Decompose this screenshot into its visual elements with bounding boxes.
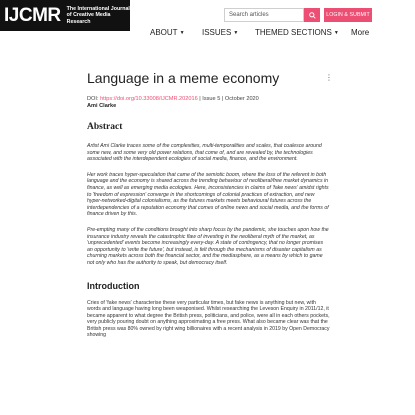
journal-logo[interactable] [0, 0, 130, 31]
logo-subtitle [67, 6, 130, 26]
search-icon [309, 12, 316, 19]
issue-info: | Issue 5 | October 2020 [197, 96, 259, 102]
article-meta [87, 96, 330, 103]
nav-label: More [351, 28, 370, 37]
caret-down-icon: ▼ [333, 30, 339, 36]
nav-label: ISSUES [202, 28, 232, 37]
search-input[interactable] [224, 8, 304, 22]
author-name[interactable]: Ami Clarke [87, 103, 117, 109]
nav-label: ABOUT [150, 28, 178, 37]
nav-item-more[interactable] [351, 28, 369, 37]
abstract-paragraph: Her work traces hyper-speculation that came of the semiotic boom, where the loss of the referent in both language and the economy is shared across the trending behaviour of neoliberal/free market dynamics in finance, as well as emerging media ecologies. Here, inconsistencies in claims of 'fake news' amidst rights to 'freedom of expression' converge in the shortcomings of colonial practices of extraction, and new hyper-networked-digital colonialisms, as the futures markets meets behavioural futures across the interdependencies of a reputation economy that comes of online news and social media, and the forms of finance driven by this. [87, 171, 329, 218]
nav-item-about[interactable] [150, 28, 185, 37]
login-submit-button[interactable]: LOGIN & SUBMIT [324, 8, 372, 22]
article-title: Language in a meme economy [87, 70, 280, 86]
logo-line-1: The International Journal [66, 5, 130, 12]
introduction-heading: Introduction [87, 280, 140, 291]
abstract-paragraph: Pre-empting many of the conditions brought into sharp focus by the pandemic, she touches upon how the insurance industry reveals the catastrophic flaw of investing in the neoliberal myth of the market, as 'unprecedented' events become increasingly every-day. A state of contingency, that no longer promises an opportunity to 'write the future', but instead, is felt through the mechanisms of disaster capitalism as churning markets across both the financial sector, and the mediasphere, as a means by which to game not only who has the authority to speak, but democracy itself. [87, 226, 329, 266]
nav-item-themed-sections[interactable] [255, 28, 339, 37]
logo-mark: IJCMR [4, 5, 61, 26]
abstract-heading: Abstract [87, 122, 123, 132]
logo-line-2: of Creative Media Research [66, 12, 111, 25]
more-options-icon[interactable]: ⋮ [325, 73, 333, 82]
doi-link[interactable]: https://doi.org/10.33008/IJCMR.202016 [100, 96, 198, 102]
search-placeholder: Search articles [229, 12, 269, 18]
caret-down-icon: ▼ [233, 30, 239, 36]
search-button[interactable] [304, 8, 320, 22]
doi-label: DOI: [87, 96, 101, 102]
abstract-section [87, 122, 330, 267]
introduction-paragraph: Cries of 'fake news' characterise these very particular times, but fake news is anything but new, with words and language having long been weaponised. Whilst researching the Leveson Enquiry in 2011/12, it became apparent to what degree the British press, politicians, and police, were all in each others pockets, very publicly pouring doubt on anything approximating a free press. What also became clear was that the British press was 80% owned by right wing billionaires with a recent analysis in 2019 by Open Democracy showing [87, 299, 330, 339]
abstract-paragraph: Artist Ami Clarke traces some of the complexities, multi-temporalities and scales, that coalesce around some new, and some very old power relations, that come of, and are revealed by, the technologies associated with the interdependent ecologies of social media, finance, and the environment. [87, 143, 322, 163]
nav-label: THEMED SECTIONS [255, 28, 332, 37]
nav-item-issues[interactable] [202, 28, 238, 37]
article-content [87, 70, 330, 339]
caret-down-icon: ▼ [179, 30, 185, 36]
main-navigation [0, 28, 415, 42]
